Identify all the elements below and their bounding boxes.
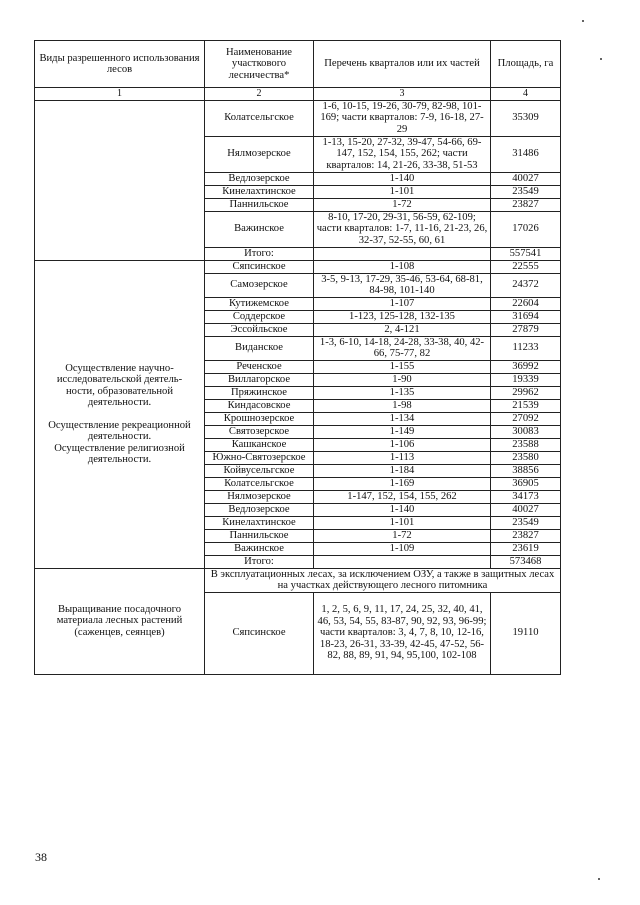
forestry-name: Колатсельгское [205,477,314,490]
area-value: 17026 [491,211,561,247]
table-row [35,568,561,592]
quarters-list: 1-90 [314,373,491,386]
quarters-list: 1-135 [314,386,491,399]
area-value: 36905 [491,477,561,490]
kind-text: Осуществление научно- [65,362,174,374]
scan-speck [582,20,584,22]
area-value: 23549 [491,185,561,198]
area-value: 27879 [491,323,561,336]
area-value: 11233 [491,336,561,360]
forestry-name: Святозерское [205,425,314,438]
area-value: 40027 [491,503,561,516]
area-value: 34173 [491,490,561,503]
header-quarters: Перечень кварталов или их частей [314,41,491,88]
forestry-name: Нялмозерское [205,136,314,172]
area-value: 38856 [491,464,561,477]
kind-text: деятельности. [87,454,152,465]
quarters-list: 1, 2, 5, 6, 9, 11, 17, 24, 25, 32, 40, 41, 46, 53, 54, 55, 83-87, 90, 92, 93, 96-99; части кварталов: 3, 4, 7, 8, 10, 12-16, 18-23, 26-31, 33-39, 42-45, 47-52, 56-82, 88, 89, 91, 94, 95,100, 102-108 [314,592,491,674]
area-value: 23827 [491,198,561,211]
forestry-name: Паннильское [205,198,314,211]
area-value: 21539 [491,399,561,412]
forestry-name: Нялмозерское [205,490,314,503]
area-value: 30083 [491,425,561,438]
area-value: 36992 [491,360,561,373]
page-number: 38 [35,850,47,864]
kind-cell-empty [35,100,205,260]
column-number-row [35,88,561,101]
total-label: Итого: [205,247,314,260]
table-row [35,260,561,273]
forestry-name: Кутижемское [205,297,314,310]
col-number: 3 [314,88,491,101]
forest-use-table [34,40,561,675]
quarters-list: 1-101 [314,516,491,529]
quarters-list: 1-72 [314,529,491,542]
total-area: 573468 [491,555,561,568]
forestry-name: Эссойльское [205,323,314,336]
area-value: 22604 [491,297,561,310]
quarters-list: 1-3, 6-10, 14-18, 24-28, 33-38, 40, 42-66, 75-77, 82 [314,336,491,360]
quarters-list: 8-10, 17-20, 29-31, 56-59, 62-109; части кварталов: 1-7, 11-16, 21-23, 26, 32-37, 52-55, 60, 61 [314,211,491,247]
quarters-list: 1-140 [314,172,491,185]
empty-cell [314,247,491,260]
kind-text: исследовательской деятель- [56,374,183,385]
forestry-name: Киндасовское [205,399,314,412]
quarters-list: 1-149 [314,425,491,438]
col-number: 4 [491,88,561,101]
quarters-list: 1-113 [314,451,491,464]
table-row [35,100,561,136]
kind-text: Осуществление религиозной [54,442,185,454]
area-value: 22555 [491,260,561,273]
forestry-name: Кинелахтинское [205,516,314,529]
quarters-list: 1-155 [314,360,491,373]
quarters-list: 1-140 [314,503,491,516]
quarters-list: 1-184 [314,464,491,477]
area-value: 23580 [491,451,561,464]
forestry-name: Колатсельгское [205,100,314,136]
area-value: 24372 [491,273,561,297]
forestry-name: Кинелахтинское [205,185,314,198]
forestry-name: Реченское [205,360,314,373]
quarters-list: 1-13, 15-20, 27-32, 39-47, 54-66, 69-147, 152, 154, 155, 262; части кварталов: 14, 21-26, 33-38, 51-53 [314,136,491,172]
header-row [35,41,561,88]
kind-cell-nursery: Выращивание посадочного материала лесных растений (саженцев, сеянцев) [35,568,205,674]
kind-text: деятельности. [87,431,152,442]
total-label: Итого: [205,555,314,568]
area-value: 23549 [491,516,561,529]
area-value: 23588 [491,438,561,451]
quarters-list: 1-108 [314,260,491,273]
section-note: В эксплуатационных лесах, за исключением ОЗУ, а также в защитных лесах на участках действующего лесного питомника [205,568,561,592]
forestry-name: Сяпсинское [205,260,314,273]
area-value: 31694 [491,310,561,323]
area-value: 35309 [491,100,561,136]
forestry-name: Самозерское [205,273,314,297]
forestry-name: Важинское [205,542,314,555]
forestry-name: Кашканское [205,438,314,451]
kind-text: Осуществление рекреационной [48,419,191,431]
header-area: Площадь, га [491,41,561,88]
area-value: 29962 [491,386,561,399]
forestry-name: Пряжинское [205,386,314,399]
empty-cell [314,555,491,568]
quarters-list: 1-72 [314,198,491,211]
header-forestry: Наименование участкового лесничества* [205,41,314,88]
area-value: 23619 [491,542,561,555]
forestry-name: Койвусельгское [205,464,314,477]
forestry-name: Сяпсинское [205,592,314,674]
forestry-name: Ведлозерское [205,503,314,516]
area-value: 31486 [491,136,561,172]
area-value: 23827 [491,529,561,542]
col-number: 1 [35,88,205,101]
quarters-list: 1-106 [314,438,491,451]
forestry-name: Крошнозерское [205,412,314,425]
quarters-list: 1-6, 10-15, 19-26, 30-79, 82-98, 101-169; части кварталов: 7-9, 16-18, 27-29 [314,100,491,136]
forestry-name: Соддерское [205,310,314,323]
quarters-list: 1-147, 152, 154, 155, 262 [314,490,491,503]
area-value: 40027 [491,172,561,185]
kind-text: ности, образовательной [65,385,173,397]
kind-text: деятельности. [87,397,152,408]
quarters-list: 1-107 [314,297,491,310]
forestry-name: Ведлозерское [205,172,314,185]
quarters-list: 1-101 [314,185,491,198]
area-value: 19339 [491,373,561,386]
quarters-list: 1-98 [314,399,491,412]
forestry-name: Виллагорское [205,373,314,386]
forestry-name: Виданское [205,336,314,360]
area-value: 27092 [491,412,561,425]
quarters-list: 1-134 [314,412,491,425]
quarters-list: 1-123, 125-128, 132-135 [314,310,491,323]
kind-cell-research-recreation [35,260,205,568]
header-kinds: Виды разрешенного использования лесов [35,41,205,88]
col-number: 2 [205,88,314,101]
scan-speck [600,58,602,60]
forestry-name: Паннильское [205,529,314,542]
scan-speck [598,878,600,880]
total-area: 557541 [491,247,561,260]
quarters-list: 1-169 [314,477,491,490]
forestry-name: Южно-Святозерское [205,451,314,464]
quarters-list: 1-109 [314,542,491,555]
quarters-list: 2, 4-121 [314,323,491,336]
area-value: 19110 [491,592,561,674]
quarters-list: 3-5, 9-13, 17-29, 35-46, 53-64, 68-81, 84-98, 101-140 [314,273,491,297]
forestry-name: Важинское [205,211,314,247]
